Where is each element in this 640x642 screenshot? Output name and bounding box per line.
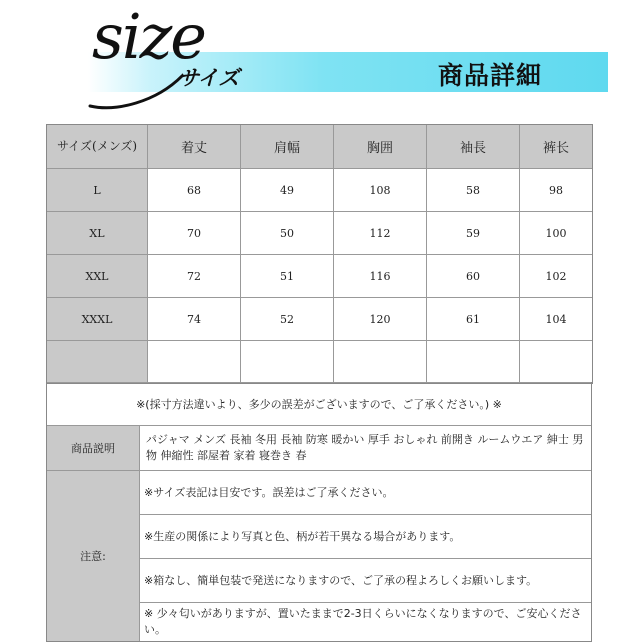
table-cell: 68 (148, 169, 241, 212)
table-cell: 74 (148, 298, 241, 341)
table-cell: 51 (241, 255, 334, 298)
table-cell: 59 (427, 212, 520, 255)
table-cell: 70 (148, 212, 241, 255)
table-cell: 50 (241, 212, 334, 255)
caution-item: ※ 少々匂いがありますが、置いたままで2-3日くらいになくなりますので、ご安心ください。 (140, 602, 591, 641)
size-label: L (47, 169, 148, 212)
table-row (47, 255, 592, 298)
table-cell: 52 (241, 298, 334, 341)
table-cell: 112 (334, 212, 427, 255)
notes-table (46, 382, 592, 642)
product-description: パジャマ メンズ 長袖 冬用 長袖 防寒 暖かい 厚手 おしゃれ 前開き ルームウエア 紳士 男物 伸縮性 部屋着 家着 寝巻き 春 (140, 425, 591, 470)
column-header-shoulder: 肩幅 (241, 125, 334, 169)
table-cell: 102 (520, 255, 592, 298)
table-cell: 60 (427, 255, 520, 298)
size-table-header-row (47, 125, 592, 169)
empty-cell (334, 341, 427, 383)
table-cell: 108 (334, 169, 427, 212)
table-cell: 58 (427, 169, 520, 212)
empty-cell (427, 341, 520, 383)
measurement-disclaimer: ※(採寸方法違いより、多少の誤差がございますので、ご了承ください。) ※ (47, 382, 591, 425)
header-banner (0, 0, 640, 118)
caution-item: ※サイズ表記は目安です。誤差はご了承ください。 (140, 470, 591, 514)
table-row-empty (47, 341, 592, 383)
column-header-size: サイズ(メンズ) (47, 125, 148, 169)
empty-cell (520, 341, 592, 383)
table-cell: 104 (520, 298, 592, 341)
column-header-sleeve: 袖長 (427, 125, 520, 169)
table-row (47, 169, 592, 212)
empty-cell (148, 341, 241, 383)
empty-cell (47, 341, 148, 383)
table-cell: 72 (148, 255, 241, 298)
size-label: XXL (47, 255, 148, 298)
sub-title: サイズ (178, 66, 240, 90)
table-cell: 61 (427, 298, 520, 341)
table-row (47, 298, 592, 341)
column-header-length: 着丈 (148, 125, 241, 169)
table-cell: 100 (520, 212, 592, 255)
table-row (47, 212, 592, 255)
table-cell: 98 (520, 169, 592, 212)
column-header-pants-length: 裤长 (520, 125, 592, 169)
description-label: 商品説明 (47, 425, 140, 470)
empty-cell (241, 341, 334, 383)
caution-item: ※生産の関係により写真と色、柄が若干異なる場合があります。 (140, 514, 591, 558)
script-title: size (92, 0, 206, 73)
table-cell: 120 (334, 298, 427, 341)
table-cell: 49 (241, 169, 334, 212)
size-table (46, 124, 593, 384)
size-label: XL (47, 212, 148, 255)
table-cell: 116 (334, 255, 427, 298)
caution-label: 注意: (47, 470, 140, 641)
size-label: XXXL (47, 298, 148, 341)
shop-title: 商品詳細 (438, 61, 543, 90)
caution-item: ※箱なし、簡単包装で発送になりますので、ご了承の程よろしくお願いします。 (140, 558, 591, 602)
column-header-chest: 胸囲 (334, 125, 427, 169)
